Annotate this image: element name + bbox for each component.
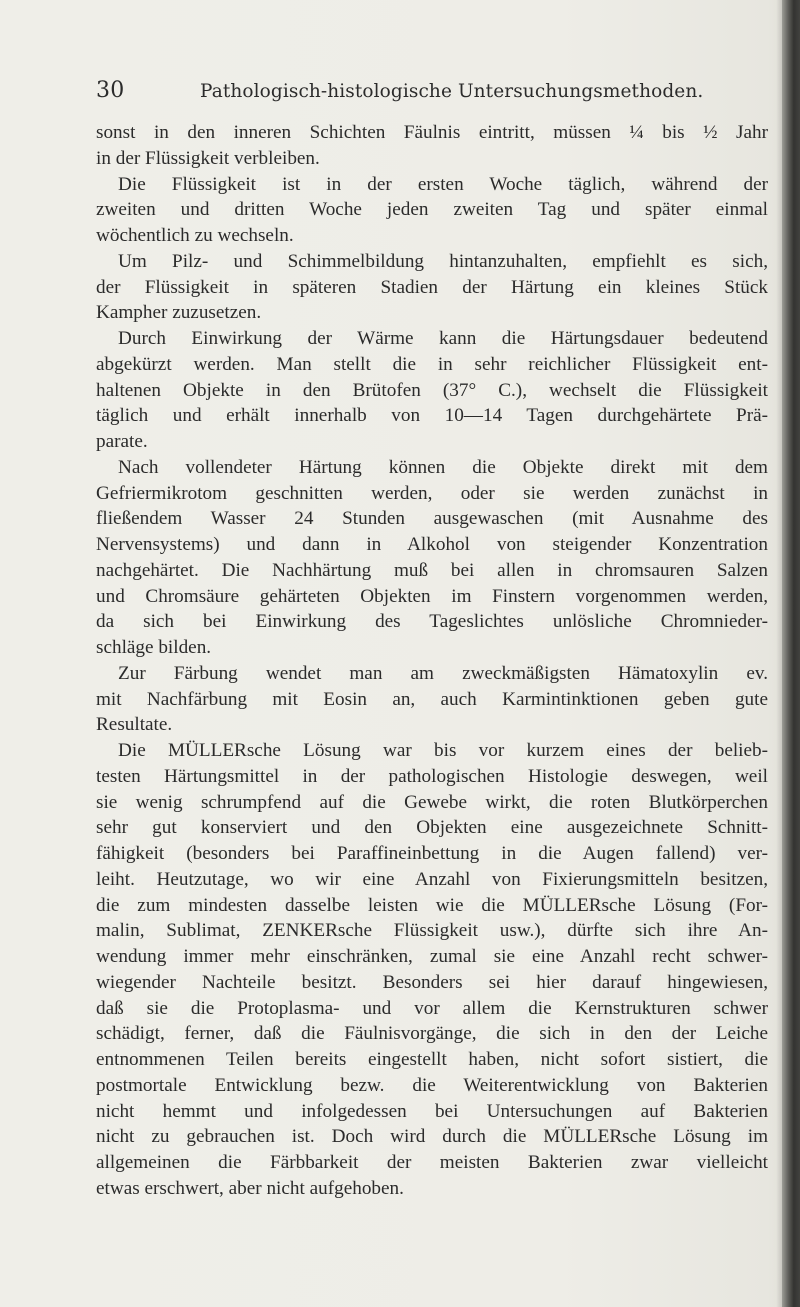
- body-text: [96, 120, 768, 1202]
- text-line: malin, Sublimat, ZENKERsche Flüssigkeit usw.), dürfte sich ihre An-: [96, 920, 768, 942]
- text-line: zweiten und dritten Woche jeden zweiten Tag und später einmal: [96, 199, 768, 221]
- running-title: Pathologisch-histologische Untersuchungsmethoden.: [200, 81, 704, 102]
- text-line: postmortale Entwicklung bezw. die Weiterentwicklung von Bakterien: [96, 1074, 768, 1096]
- text-line: haltenen Objekte in den Brütofen (37° C.), wechselt die Flüssigkeit: [96, 379, 768, 401]
- page-binding-edge: [782, 0, 800, 1307]
- text-line: sehr gut konserviert und den Objekten eine ausgezeichnete Schnitt-: [96, 817, 768, 839]
- text-line: nicht hemmt und infolgedessen bei Untersuchungen auf Bakterien: [96, 1100, 768, 1122]
- paragraph-start-line: Die Flüssigkeit ist in der ersten Woche täglich, während der: [118, 173, 768, 195]
- paragraph-start-line: Um Pilz- und Schimmelbildung hintanzuhalten, empfiehlt es sich,: [118, 250, 768, 272]
- text-line: sonst in den inneren Schichten Fäulnis eintritt, müssen ¼ bis ½ Jahr: [96, 122, 768, 143]
- text-line: und Chromsäure gehärteten Objekten im Finstern vorgenommen werden,: [96, 585, 768, 607]
- page-number: 30: [96, 78, 125, 103]
- text-line: schädigt, ferner, daß die Fäulnisvorgänge, die sich in den der Leiche: [96, 1023, 768, 1045]
- text-line: wendung immer mehr einschränken, zumal sie eine Anzahl recht schwer-: [96, 946, 768, 967]
- text-line: täglich und erhält innerhalb von 10—14 Tagen durchgehärtete Prä-: [96, 405, 768, 427]
- text-line: wöchentlich zu wechseln.: [96, 225, 294, 246]
- text-line: Resultate.: [96, 714, 173, 736]
- text-line: da sich bei Einwirkung des Tageslichtes unlösliche Chromnieder-: [96, 611, 768, 633]
- paragraph-start-line: Nach vollendeter Härtung können die Objekte direkt mit dem: [118, 456, 768, 478]
- text-line: leiht. Heutzutage, wo wir eine Anzahl von Fixierungsmitteln besitzen,: [96, 868, 768, 890]
- text-line: der Flüssigkeit in späteren Stadien der Härtung ein kleines Stück: [96, 276, 768, 298]
- text-line: nachgehärtet. Die Nachhärtung muß bei allen in chromsauren Salzen: [96, 559, 768, 581]
- text-line: parate.: [96, 431, 148, 452]
- text-line: fließendem Wasser 24 Stunden ausgewaschen (mit Ausnahme des: [96, 508, 768, 530]
- text-line: die zum mindesten dasselbe leisten wie die MÜLLERsche Lösung (For-: [96, 894, 768, 916]
- page-header: [96, 78, 736, 108]
- text-line: wiegender Nachteile besitzt. Besonders sei hier darauf hingewiesen,: [96, 971, 768, 993]
- text-line: entnommenen Teilen bereits eingestellt haben, nicht sofort sistiert, die: [96, 1049, 768, 1070]
- text-line: schläge bilden.: [96, 637, 212, 658]
- text-line: Nervensystems) und dann in Alkohol von steigender Konzentration: [96, 534, 768, 555]
- text-line: testen Härtungsmittel in der pathologischen Histologie deswegen, weil: [96, 765, 768, 787]
- paragraph-start-line: Zur Färbung wendet man am zweckmäßigsten Hämatoxylin ev.: [118, 662, 768, 684]
- text-line: daß sie die Protoplasma- und vor allem die Kernstrukturen schwer: [96, 997, 768, 1019]
- text-line: allgemeinen die Färbbarkeit der meisten Bakterien zwar vielleicht: [96, 1152, 768, 1173]
- text-line: fähigkeit (besonders bei Paraffineinbettung in die Augen fallend) ver-: [96, 843, 768, 864]
- text-line: mit Nachfärbung mit Eosin an, auch Karmintinktionen geben gute: [96, 688, 768, 710]
- text-line: etwas erschwert, aber nicht aufgehoben.: [96, 1177, 404, 1199]
- text-line: sie wenig schrumpfend auf die Gewebe wirkt, die roten Blutkörperchen: [96, 791, 768, 813]
- text-line: in der Flüssigkeit verbleiben.: [96, 147, 320, 169]
- text-line: Kampher zuzusetzen.: [96, 302, 262, 324]
- text-line: Gefriermikrotom geschnitten werden, oder sie werden zunächst in: [96, 482, 768, 504]
- text-line: abgekürzt werden. Man stellt die in sehr reichlicher Flüssigkeit ent-: [96, 353, 768, 375]
- text-line: nicht zu gebrauchen ist. Doch wird durch die MÜLLERsche Lösung im: [96, 1126, 768, 1148]
- paragraph-start-line: Die MÜLLERsche Lösung war bis vor kurzem eines der belieb-: [118, 740, 768, 761]
- paragraph-start-line: Durch Einwirkung der Wärme kann die Härtungsdauer bedeutend: [118, 328, 768, 349]
